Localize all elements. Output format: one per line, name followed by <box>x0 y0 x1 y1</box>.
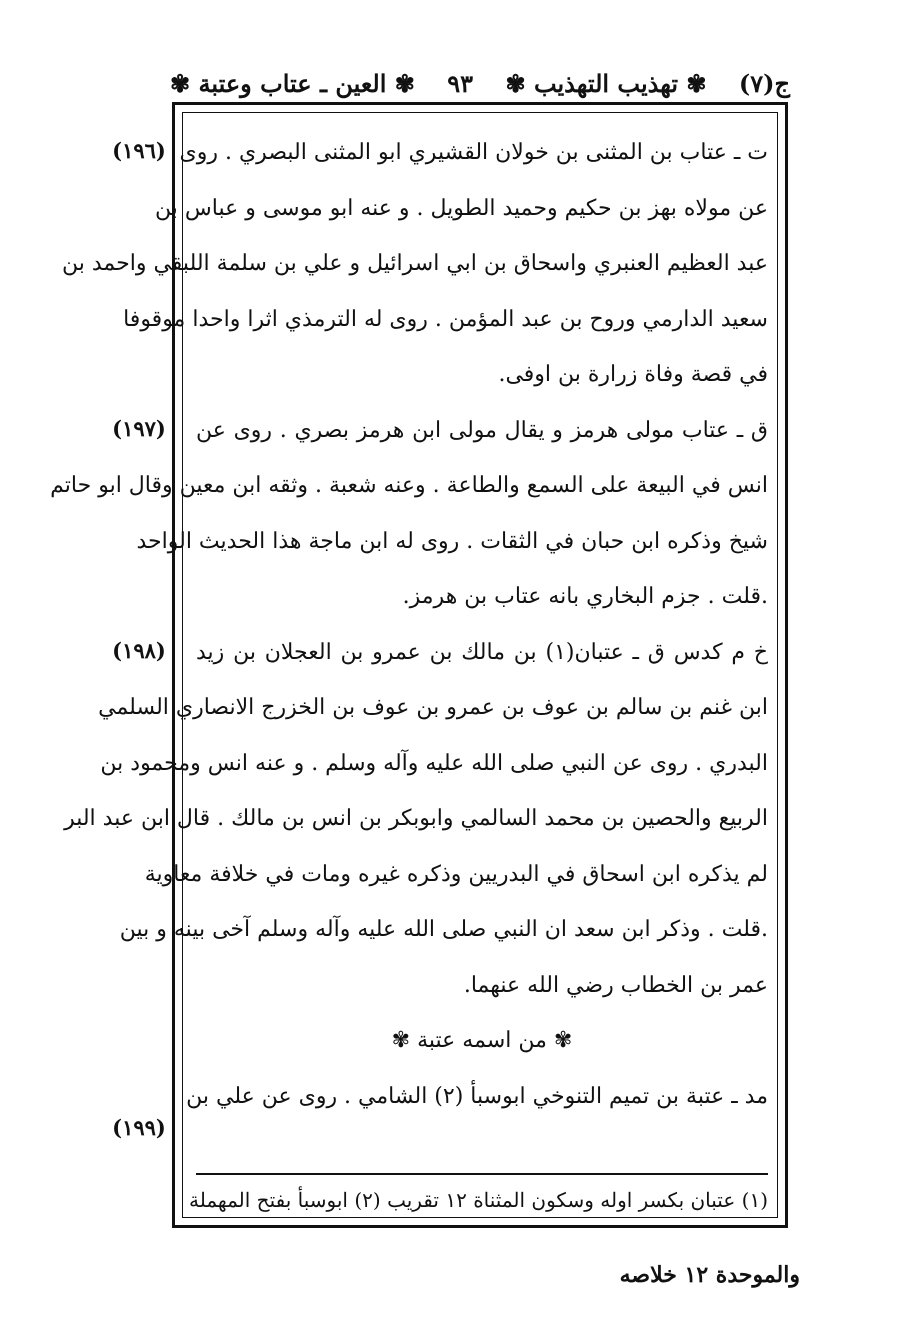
book-title: ✾ تهذيب التهذيب ✾ <box>505 68 707 98</box>
text-line: عن مولاه بهز بن حكيم وحميد الطويل . و عنه ابو موسى و عباس بن <box>155 195 768 221</box>
text-line: مد ـ عتبة بن تميم التنوخي ابوسبأ (٢) الشامي . روى عن علي بن <box>186 1083 768 1109</box>
text-line: ابن غنم بن سالم بن عوف بن عمرو بن عوف بن الخزرج الانصاري السلمي <box>98 695 768 720</box>
section-title: ✾ العين ـ عتاب وعتبة ✾ <box>170 68 415 98</box>
page-header <box>170 62 790 104</box>
footnote-divider <box>196 1173 768 1175</box>
text-line: البدري . روى عن النبي صلى الله عليه وآله وسلم . و عنه انس ومحمود بن <box>100 750 768 776</box>
section-heading: ✾ من اسمه عتبة ✾ <box>391 1028 573 1053</box>
text-line: في قصة وفاة زرارة بن اوفى. <box>498 362 768 387</box>
entry-number-198: (١٩٨) <box>112 638 166 663</box>
text-line: شيخ وذكره ابن حبان في الثقات . روى له ابن ماجة هذا الحديث الواحد <box>136 528 768 554</box>
text-line: عمر بن الخطاب رضي الله عنهما. <box>463 972 768 998</box>
entry-number-199: (١٩٩) <box>112 1115 166 1140</box>
text-line: سعيد الدارمي وروح بن عبد المؤمن . روى له الترمذي اثرا واحدا موقوفا <box>123 306 768 332</box>
entry-number-197: (١٩٧) <box>112 416 166 441</box>
text-line: انس في البيعة على السمع والطاعة . وعنه شعبة . وثقه ابن معين وقال ابو حاتم <box>50 473 768 498</box>
entry-number-196: (١٩٦) <box>112 138 166 163</box>
text-line: .قلت . وذكر ابن سعد ان النبي صلى الله عليه وآله وسلم آخى بينه و بين <box>119 917 768 942</box>
bottom-note: والموحدة ١٢ خلاصه <box>619 1262 800 1288</box>
footnote: (١) عتبان بكسر اوله وسكون المثناة ١٢ تقريب (٢) ابوسبأ بفتح المهملة <box>188 1188 768 1212</box>
text-line: ت ـ عتاب بن المثنى بن خولان القشيري ابو المثنى البصري . روى <box>179 140 768 165</box>
text-line: الربيع والحصين بن محمد السالمي وابوبكر بن انس بن مالك . قال ابن عبد البر <box>64 806 768 831</box>
text-line: .قلت . جزم البخاري بانه عتاب بن هرمز. <box>402 584 768 609</box>
text-line: لم يذكره ابن اسحاق في البدريين وذكره غيره ومات في خلافة معاوية <box>144 861 768 887</box>
text-line: عبد العظيم العنبري واسحاق بن ابي اسرائيل و علي بن سلمة اللبقي واحمد بن <box>62 251 768 276</box>
page-number: ٩٣ <box>447 68 474 98</box>
volume-label: ج(٧) <box>738 68 790 98</box>
text-line: خ م كدس ق ـ عتبان(١) بن مالك بن عمرو بن العجلان بن زيد <box>196 639 769 665</box>
text-line: ق ـ عتاب مولى هرمز و يقال مولى ابن هرمز بصري . روى عن <box>196 417 768 443</box>
